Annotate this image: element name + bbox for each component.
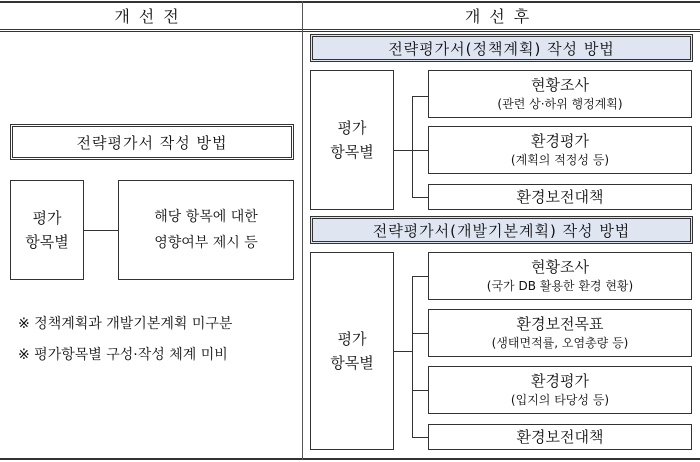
column-divider [302, 1, 303, 460]
policy-step-survey-sub: (관련 상·하위 행정계획) [497, 97, 623, 111]
policy-step-survey-title: 현황조사 [531, 76, 589, 94]
before-connector [84, 230, 119, 231]
before-eval-content-line1: 해당 항목에 대한 [154, 209, 258, 225]
policy-eval-label-box [310, 70, 394, 210]
policy-step-survey-connector [412, 96, 428, 97]
development-step-goals-connector [412, 333, 428, 334]
development-step-measures [428, 424, 692, 450]
development-step-assessment-sub: (입지의 타당성 등) [510, 393, 610, 407]
table-bottom-border [0, 458, 700, 460]
before-note-2: ※ 평가항목별 구성·작성 체계 미비 [18, 347, 228, 363]
policy-step-assessment-connector [412, 150, 428, 151]
before-eval-label-line2: 항목별 [25, 233, 69, 251]
header-after: 개선후 [464, 6, 539, 26]
before-eval-label-line1: 평가 [32, 209, 62, 227]
development-eval-label-box [310, 252, 394, 450]
development-label-connector [394, 351, 413, 352]
development-step-measures-connector [412, 437, 428, 438]
before-method-title [10, 124, 294, 160]
development-method-title-text: 전략평가서(개발기본계획) 작성 방법 [372, 221, 631, 240]
policy-step-measures-connector [412, 197, 428, 198]
development-step-survey-title: 현황조사 [531, 258, 589, 276]
development-step-survey [428, 252, 692, 300]
policy-eval-label-line2: 항목별 [330, 143, 374, 161]
development-step-goals [428, 309, 692, 357]
development-step-measures-title: 환경보전대책 [516, 428, 604, 446]
before-method-title-text: 전략평가서 작성 방법 [76, 133, 228, 152]
development-step-goals-title: 환경보전목표 [516, 315, 604, 333]
policy-step-measures [428, 184, 692, 210]
header-divider [0, 29, 700, 32]
development-step-survey-connector [412, 276, 428, 277]
development-eval-label-line1: 평가 [337, 330, 367, 348]
development-step-spine [412, 276, 413, 438]
before-note-1: ※ 정책계획과 개발기본계획 미구분 [18, 316, 233, 332]
before-eval-content-line2: 영향여부 제시 등 [154, 235, 258, 251]
policy-step-assessment-sub: (계획의 적정성 등) [510, 153, 610, 167]
header-before: 개선전 [114, 6, 188, 26]
development-step-assessment-connector [412, 390, 428, 391]
before-eval-content-box [118, 180, 294, 280]
development-method-title [310, 216, 693, 244]
policy-step-measures-title: 환경보전대책 [516, 188, 604, 206]
development-eval-label-line2: 항목별 [330, 354, 374, 372]
policy-step-spine [412, 96, 413, 197]
policy-method-title-text: 전략평가서(정책계획) 작성 방법 [388, 39, 615, 58]
policy-label-connector [394, 150, 413, 151]
policy-eval-label-line1: 평가 [337, 119, 367, 137]
policy-step-survey [428, 70, 692, 118]
development-step-survey-sub: (국가 DB 활용한 환경 현황) [486, 279, 634, 293]
policy-step-assessment-title: 환경평가 [531, 132, 589, 150]
before-eval-label-box [10, 180, 84, 280]
development-step-assessment-title: 환경평가 [531, 372, 589, 390]
development-step-goals-sub: (생태면적률, 오염총량 등) [491, 336, 629, 350]
policy-step-assessment [428, 126, 692, 174]
development-step-assessment [428, 366, 692, 414]
policy-method-title [310, 34, 693, 62]
